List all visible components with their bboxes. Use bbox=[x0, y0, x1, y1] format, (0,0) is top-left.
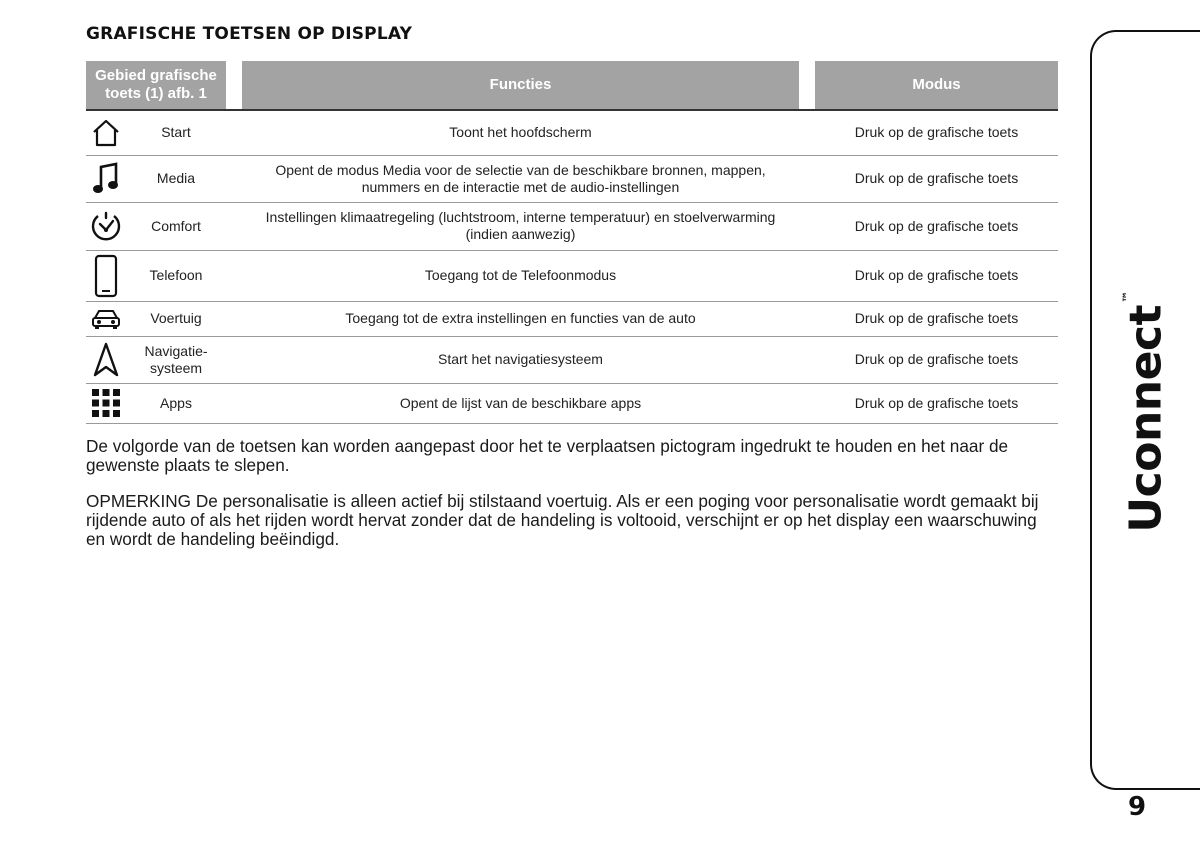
row-area: Telefoon bbox=[149, 267, 203, 283]
page-number: 9 bbox=[1128, 792, 1147, 822]
header-mode: Modus bbox=[815, 61, 1058, 110]
row-function: Opent de modus Media voor de selectie van de beschikbare bronnen, mappen, nummers en de interactie met de audio-instellingen bbox=[242, 155, 799, 202]
table-row bbox=[86, 383, 1058, 423]
row-mode: Druk op de grafische toets bbox=[815, 336, 1058, 383]
home-icon bbox=[86, 119, 126, 147]
table-row bbox=[86, 155, 1058, 202]
car-icon bbox=[86, 308, 126, 330]
row-mode: Druk op de grafische toets bbox=[815, 250, 1058, 301]
graphic-keys-table bbox=[86, 61, 1058, 424]
row-area: Apps bbox=[160, 394, 192, 411]
row-mode: Druk op de grafische toets bbox=[815, 110, 1058, 155]
row-area: Voertuig bbox=[150, 310, 202, 326]
table-header-row bbox=[86, 61, 1058, 110]
reorder-paragraph: De volgorde van de toetsen kan worden aangepast door het te verplaatsen pictogram ingedrukt te houden en het naar de gewenste plaats te slepen. bbox=[86, 436, 1009, 475]
phone-icon bbox=[86, 254, 126, 298]
row-function: Start het navigatiesysteem bbox=[242, 336, 799, 383]
row-function: Toegang tot de extra instellingen en functies van de auto bbox=[242, 301, 799, 336]
navigation-arrow-icon bbox=[86, 342, 126, 378]
row-area: Comfort bbox=[151, 217, 201, 234]
row-mode: Druk op de grafische toets bbox=[815, 383, 1058, 423]
row-area: Start bbox=[161, 124, 191, 141]
row-function: Toegang tot de Telefoonmodus bbox=[242, 250, 799, 301]
chapter-tab-label: Uconnect™ bbox=[1120, 291, 1172, 533]
table-row bbox=[86, 336, 1058, 383]
row-function: Instellingen klimaatregeling (luchtstroom, interne temperatuur) en stoelverwarming (indien aanwezig) bbox=[242, 202, 799, 250]
table-row bbox=[86, 202, 1058, 250]
section-title: GRAFISCHE TOETSEN OP DISPLAY bbox=[86, 24, 413, 44]
row-function: Toont het hoofdscherm bbox=[242, 110, 799, 155]
table-row bbox=[86, 301, 1058, 336]
header-area: Gebied grafische toets (1) afb. 1 bbox=[86, 61, 226, 110]
apps-grid-icon bbox=[86, 388, 126, 418]
row-mode: Druk op de grafische toets bbox=[815, 301, 1058, 336]
row-mode: Druk op de grafische toets bbox=[815, 202, 1058, 250]
music-note-icon bbox=[86, 162, 126, 196]
row-mode: Druk op de grafische toets bbox=[815, 155, 1058, 202]
table-row bbox=[86, 250, 1058, 301]
table-row bbox=[86, 110, 1058, 155]
row-function: Opent de lijst van de beschikbare apps bbox=[242, 383, 799, 423]
note-paragraph: OPMERKING De personalisatie is alleen actief bij stilstaand voertuig. Als er een poging voor personalisatie wordt gemaakt bij rijdende auto of als het rijden wordt hervat zonder dat de handeling is voltooid, verschijnt er op het display een waarschuwing en wordt de handeling beëindigd. bbox=[86, 491, 1039, 549]
trademark-mark: ™ bbox=[1120, 291, 1135, 303]
header-functions: Functies bbox=[242, 61, 799, 110]
row-area: Media bbox=[156, 170, 196, 186]
row-area: Navigatie-systeem bbox=[144, 342, 208, 376]
climate-icon bbox=[86, 210, 126, 242]
